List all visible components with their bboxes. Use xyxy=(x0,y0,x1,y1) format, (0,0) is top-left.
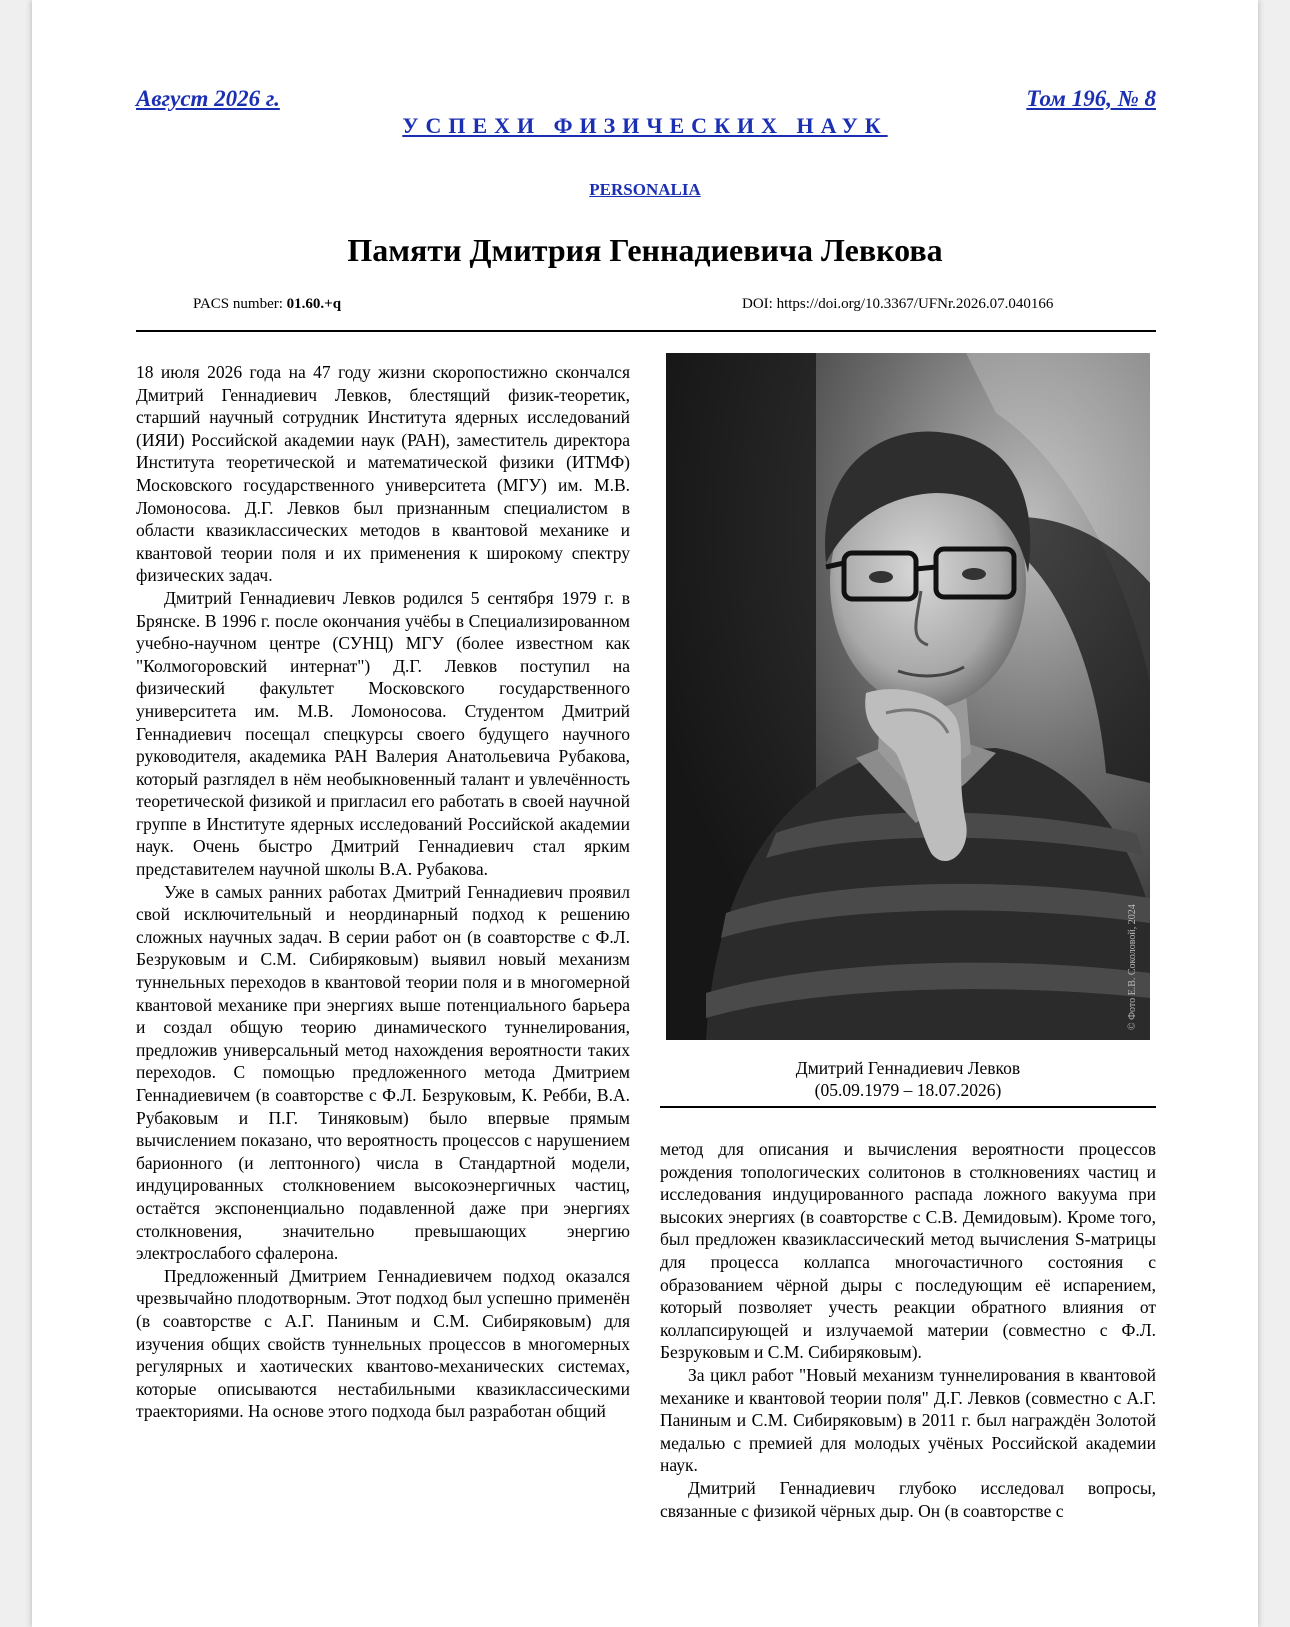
paragraph: 18 июля 2026 года на 47 году жизни скоропостижно скончался Дмитрий Геннадиевич Левков, блестящий физик-теоретик, старший научный сотрудник Института ядерных исследований (ИЯИ) Российской академии наук (РАН), заместитель директора Института теоретической и математической физики (ИТМФ) Московского государственного университета (МГУ) им. М.В. Ломоносова. Д.Г. Левков был признанным специалистом в области квазиклассических методов в квантовой механике и квантовой теории поля и их применения к широкому спектру физических задач. xyxy=(136,362,630,586)
photo-credit: © Фото Е.В. Соколовой, 2024 xyxy=(1127,904,1138,1030)
doi: DOI: https://doi.org/10.3367/UFNr.2026.07.040166 xyxy=(742,296,1054,312)
photo-caption xyxy=(660,1057,1156,1101)
paragraph: За цикл работ "Новый механизм туннелирования в квантовой механике и квантовой теории поля" Д.Г. Левков (совместно с А.Г. Паниным и С.М. Сибиряковым) в 2011 г. был награждён Золотой медалью с премией для молодых учёных Российской академии наук. xyxy=(660,1364,1156,1476)
portrait-drawing xyxy=(666,353,1150,1040)
article-title: Памяти Дмитрия Геннадиевича Левкова xyxy=(347,232,943,268)
header-divider xyxy=(136,330,1156,332)
paragraph: Предложенный Дмитрием Геннадиевичем подход оказался чрезвычайно плодотворным. Этот подход был успешно применён (в соавторстве с А.Г. Паниным и С.М. Сибиряковым) для изучения общих свойств туннельных процессов в многомерных регулярных и хаотических квантово-механических системах, которые описываются нестабильными квазиклассическими траекториями. На основе этого подхода был разработан общий xyxy=(136,1265,630,1422)
pacs-label: PACS number: xyxy=(193,296,283,312)
portrait-photo xyxy=(666,353,1150,1040)
paragraph: Дмитрий Геннадиевич Левков родился 5 сентября 1979 г. в Брянске. В 1996 г. после окончания учёбы в Специализированном учебно-научном центре (СУНЦ) МГУ (более известном как "Колмогоровский интернат") Д.Г. Левков поступил на физический факультет Московского государственного университета им. М.В. Ломоносова. Студентом Дмитрий Геннадиевич посещал спецкурсы своего будущего научного руководителя, академика РАН Валерия Анатольевича Рубакова, который разглядел в нём необыкновенный талант и увлечённость теоретической физикой и пригласил его работать в своей научной группе в Институте ядерных исследований Российской академии наук. Очень быстро Дмитрий Геннадиевич стал ярким представителем научной школы В.А. Рубакова. xyxy=(136,587,630,880)
pacs-number xyxy=(193,296,341,313)
paragraph: Дмитрий Геннадиевич глубоко исследовал вопросы, связанные с физикой чёрных дыр. Он (в соавторстве с xyxy=(660,1477,1156,1521)
right-column xyxy=(660,1138,1156,1608)
paragraph: метод для описания и вычисления вероятности процессов рождения топологических солитонов в столкновениях частиц и исследования индуцированного распада ложного вакуума при высоких энергиях (в соавторстве с С.В. Демидовым). Кроме того, был предложен квазиклассический метод вычисления S-матрицы для процесса коллапса многочастичного состояния с образованием чёрной дыры с последующим её испарением, который позволяет учесть реакции обратного влияния от коллапсирующей и излучаемой материи (совместно с Ф.Л. Безруковым и С.М. Сибиряковым). xyxy=(660,1139,1156,1363)
issue-date-link[interactable]: Август 2026 г. xyxy=(136,86,280,111)
volume-link[interactable]: Том 196, № 8 xyxy=(1026,86,1156,111)
caption-divider xyxy=(660,1106,1156,1108)
journal-title-link[interactable]: УСПЕХИ ФИЗИЧЕСКИХ НАУК xyxy=(402,113,888,138)
paragraph: Уже в самых ранних работах Дмитрий Геннадиевич проявил свой исключительный и неординарный подход к решению сложных научных задач. В серии работ он (в соавторстве с Ф.Л. Безруковым и С.М. Сибиряковым) выявил новый механизм туннельных переходов в квантовой теории поля и в многомерной квантовой механике при энергиях выше потенциального барьера и создал общую теорию динамического туннелирования, предложив универсальный метод нахождения вероятности таких переходов. С помощью предложенного метода Дмитрием Геннадиевичем (в соавторстве с Ф.Л. Безруковым, К. Ребби, В.А. Рубаковым и П.Г. Тиняковым) было впервые прямым вычислением показано, что вероятность процессов с нарушением барионного (и лептонного) числа в Стандартной модели, индуцированных столкновением высокоэнергичных частиц, остаётся экспоненциально подавленной даже при энергиях столкновения, значительно превышающих энергию электрослабого сфалерона. xyxy=(136,881,630,1264)
caption-name: Дмитрий Геннадиевич Левков xyxy=(795,1058,1021,1078)
left-column xyxy=(136,361,630,1601)
section-link[interactable]: PERSONALIA xyxy=(589,180,701,199)
caption-dates: (05.09.1979 – 18.07.2026) xyxy=(814,1080,1002,1100)
pacs-value: 01.60.+q xyxy=(286,296,342,312)
